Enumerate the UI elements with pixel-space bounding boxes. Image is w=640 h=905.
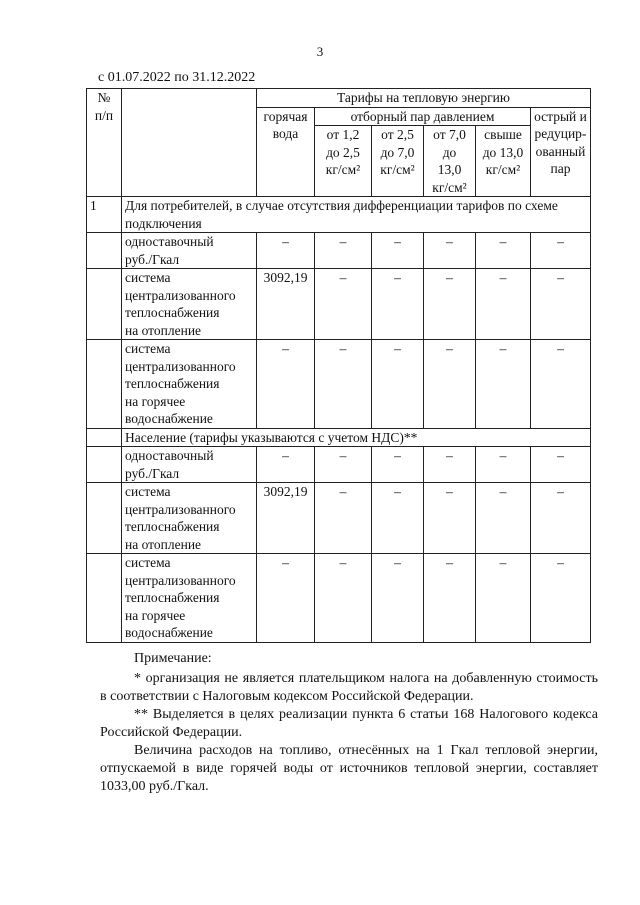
row-value: – [476, 483, 531, 554]
row-value: – [531, 483, 591, 554]
section-title: Население (тарифы указываются с учетом НДС)** [122, 428, 591, 447]
header-p3: от 7,0 до 13,0 кг/см² [424, 126, 476, 197]
header-p2: от 2,5 до 7,0 кг/см² [372, 126, 424, 197]
header-row-1 [87, 89, 591, 108]
header-p1: от 1,2 до 2,5 кг/см² [315, 126, 372, 197]
note-2: ** Выделяется в целях реализации пункта 6 статьи 168 Налогового кодекса Российской Федерации. [100, 707, 598, 740]
row-value: – [476, 340, 531, 429]
row-value: – [476, 554, 531, 643]
row-value: – [372, 554, 424, 643]
table-row [87, 447, 591, 483]
row-label: система централизованного теплоснабжения на отопление [122, 269, 257, 340]
row-value: – [424, 554, 476, 643]
row-value: – [476, 233, 531, 269]
section-row [87, 197, 591, 233]
row-value: – [372, 269, 424, 340]
header-bleed-steam: отборный пар давлением [315, 107, 531, 126]
row-value: – [372, 483, 424, 554]
row-num-blank [87, 554, 122, 643]
header-blank [122, 89, 257, 197]
row-label: одноставочный руб./Гкал [122, 447, 257, 483]
tariff-table [86, 88, 591, 643]
table-row [87, 340, 591, 429]
table-row [87, 483, 591, 554]
period-label: с 01.07.2022 по 31.12.2022 [98, 70, 256, 85]
row-label: система централизованного теплоснабжения на отопление [122, 483, 257, 554]
row-value: – [476, 447, 531, 483]
row-value: – [372, 447, 424, 483]
row-num-blank [87, 233, 122, 269]
notes-title: Примечание: [134, 651, 212, 666]
row-value: – [531, 554, 591, 643]
table-row [87, 269, 591, 340]
section-num: 1 [87, 197, 122, 233]
row-value: – [424, 269, 476, 340]
header-sharp-steam: острый и редуцир- ованный пар [531, 107, 591, 197]
header-p4: свыше до 13,0 кг/см² [476, 126, 531, 197]
row-value: – [531, 269, 591, 340]
row-value: – [315, 233, 372, 269]
row-label: одноставочный руб./Гкал [122, 233, 257, 269]
row-label: система централизованного теплоснабжения на горячее водоснабжение [122, 340, 257, 429]
header-num: № п/п [87, 89, 122, 197]
row-value: – [424, 233, 476, 269]
row-value: – [257, 554, 315, 643]
row-num-blank [87, 269, 122, 340]
section-title: Для потребителей, в случае отсутствия дифференциации тарифов по схеме подключения [122, 197, 591, 233]
row-value: – [257, 340, 315, 429]
row-value: 3092,19 [257, 269, 315, 340]
row-value: – [315, 447, 372, 483]
row-value: 3092,19 [257, 483, 315, 554]
row-value: – [424, 483, 476, 554]
section-row [87, 428, 591, 447]
header-tariffs: Тарифы на тепловую энергию [257, 89, 591, 108]
row-value: – [257, 447, 315, 483]
row-num-blank [87, 447, 122, 483]
row-value: – [424, 340, 476, 429]
row-value: – [315, 340, 372, 429]
table-row [87, 233, 591, 269]
row-value: – [315, 554, 372, 643]
row-num-blank [87, 340, 122, 429]
note-1: * организация не является плательщиком налога на добавленную стоимость в соответствии с Налоговым кодексом Российской Федерации. [100, 671, 598, 704]
row-value: – [476, 269, 531, 340]
table-row [87, 554, 591, 643]
row-value: – [531, 340, 591, 429]
row-num-blank [87, 483, 122, 554]
row-value: – [531, 447, 591, 483]
row-value: – [315, 483, 372, 554]
section-num [87, 428, 122, 447]
row-value: – [315, 269, 372, 340]
row-label: система централизованного теплоснабжения на горячее водоснабжение [122, 554, 257, 643]
header-hot-water: горячая вода [257, 107, 315, 197]
page-number: 3 [316, 44, 324, 59]
row-value: – [372, 340, 424, 429]
row-value: – [424, 447, 476, 483]
row-value: – [372, 233, 424, 269]
row-value: – [531, 233, 591, 269]
row-value: – [257, 233, 315, 269]
note-3: Величина расходов на топливо, отнесённых на 1 Гкал тепловой энергии, отпускаемой в виде горячей воды от источников тепловой энергии, составляет 1033,00 руб./Гкал. [100, 743, 598, 794]
